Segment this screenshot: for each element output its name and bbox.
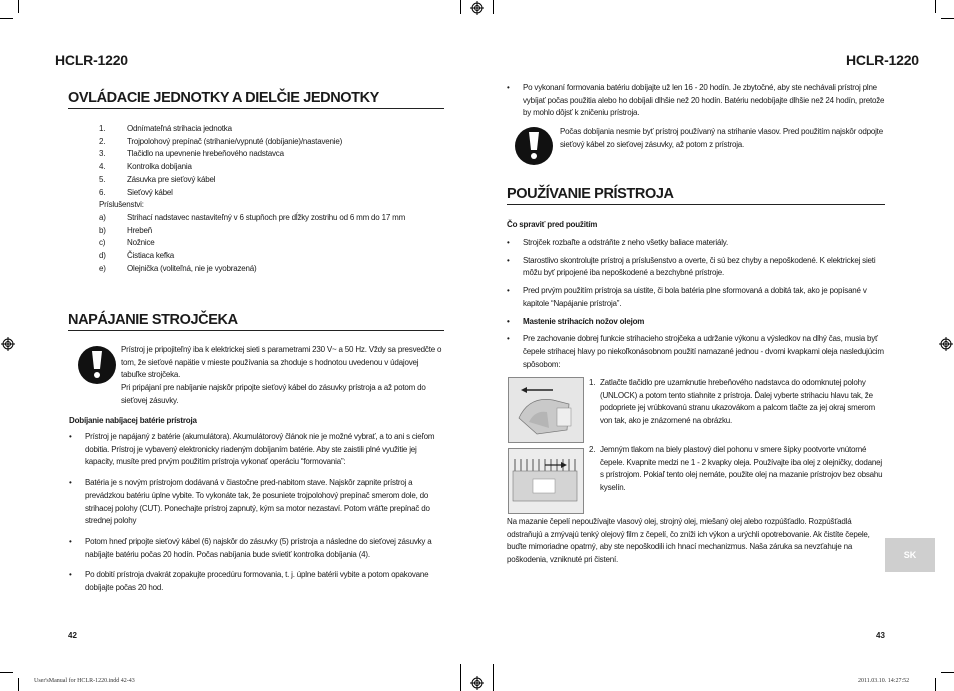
crop-mark — [460, 0, 461, 14]
charging-warning: Počas dobíjania nesmie byť prístroj používaný na strihanie vlasov. Pred použitím najskôr odpojte sieťový kábel zo sieťovej zásuvky, až potom z prístroja. — [560, 127, 883, 149]
list-item: a) Strihací nadstavec nastaviteľný v 6 stupňoch pre dĺžky zostrihu od 6 mm do 17 mm — [99, 212, 406, 222]
list-item: d) Čistiaca kefka — [99, 251, 174, 261]
list-item: • Batéria je s novým prístrojom dodávaná v čiastočne pred-nabitom stave. Najskôr zapnite prístroj a prevádzkou batériu úplne vybite. To vykonáte tak, že posuniete trojpolohový prepínač smerom dole, do strihacej polohy (CUT). Ponechajte prístroj zapnutý, kým sa motor nezastaví. Potom vráťte prepínač do strednej polohy — [69, 478, 430, 526]
list-item: • Po vykonaní formovania batériu dobíjajte už len 16 - 20 hodín. Je zbytočné, aby ste nechávali prístroj plne vybíjať počas použitia alebo ho dobíjali dlhšie než 20 hodín. Batériu nedobíjajte dlhšie než 24 hodín, pretože by mohlo dôjsť k zničeniu prístroja. — [507, 83, 885, 118]
list-item: e) Olejnička (voliteľná, nie je vyobrazená) — [99, 263, 257, 273]
list-item: • Strojček rozbaľte a odstráňte z neho všetky baliace materiály. — [507, 238, 729, 247]
list-item: 5. Zásuvka pre sieťový kábel — [99, 174, 216, 184]
crop-mark — [18, 0, 19, 13]
charging-heading: Dobíjanie nabíjacej batérie prístroja — [69, 416, 197, 425]
list-item: 1. Zatlačte tlačidlo pre uzamknutie hrebeňového nadstavca do odomknutej polohy (UNLOCK) a potom tento stiahnite z prístroja. Ďalej vyberte strihaciu hlavu tak, že podopriete jej vrúbkovanú stranu ukazovákom a palcom tlačte za jej okraj smerom von tak, ako je znázornené na obrázku. — [589, 378, 876, 426]
crop-mark — [941, 672, 954, 673]
crop-mark — [493, 0, 494, 14]
warning-text: Pri pripájaní pre nabíjanie najskôr pripojte sieťový kábel do zásuvky prístroja a až potom do sieťovej zásuvky. — [121, 383, 426, 405]
crop-mark — [0, 18, 13, 19]
section-title-power: NAPÁJANIE STROJČEKA — [68, 312, 444, 331]
list-item: • Mastenie strihacích nožov olejom — [507, 316, 645, 326]
list-item: • Pred prvým použitím prístroja sa uistite, či bola batéria plne sformovaná a dobitá tak, ako je popísané v kapitole “Napájanie prístroja”. — [507, 286, 867, 308]
file-slug: User'sManual for HCLR-1220.indd 42-43 — [34, 678, 135, 684]
oil-blades-image — [508, 448, 584, 514]
crop-mark — [18, 678, 19, 691]
model-label-left: HCLR-1220 — [55, 52, 128, 68]
accessories-label: Príslušenstvi: — [99, 200, 144, 210]
oiling-closing: Na mazanie čepelí nepoužívajte vlasový olej, strojný olej, miešaný olej alebo rozpúšťadlo. Rozpúšťadlá odstraňujú a zmývajú tenký olejový film z čepelí, čo zníži ich výkon a urýchli opotrebovanie. Ak čistíte čepele, buďte mimoriadne opatrný, aby ste nepoškodili ich hnací mechanizmus. Naša záruka sa nevzťahuje na poškodenia, vzniknuté pri čistení. — [507, 517, 870, 565]
charging-bullets — [69, 431, 441, 595]
model-label-right: HCLR-1220 — [846, 52, 919, 68]
section-title-usage: POUŽÍVANIE PRÍSTROJA — [507, 186, 885, 205]
list-item: 2. Jemným tlakom na biely plastový diel pohonu v smere šípky pootvorte vnútorné čepele. Kvapnite medzi ne 1 - 2 kvapky oleja. Používajte iba olej z olejničky, dodanej s prístrojom. Pokiaľ tento olej nemáte, použite olej na mazanie prístrojov bez obsahu kyselín. — [589, 444, 883, 492]
list-item: • Prístroj je napájaný z batérie (akumulátora). Akumulátorový článok nie je možné vybrať, a to ani s cieľom dobitia. Prístroj je vybavený elektronicky riadeným dobíjaním batérie. Aby ste zaistili plné využitie jej kapacity, musíte pred prvým použitím prístroja vykonať operáciu “formovania”: — [69, 432, 435, 467]
crop-mark — [935, 678, 936, 691]
list-item: 4. Kontrolka dobíjania — [99, 162, 192, 172]
registration-mark-icon — [1, 337, 15, 351]
before-use-heading: Čo spraviť pred použitím — [507, 220, 598, 229]
warning-text: Prístroj je pripojiteľný iba k elektrickej sieti s parametrami 230 V~ a 50 Hz. Vždy sa presvedčte o tom, že sieťové napätie v mieste používania sa zhoduje s hodnotou uvedenou v údajovej tabuľke strojčeka. — [121, 345, 442, 380]
warning-icon — [78, 346, 116, 384]
power-warning — [121, 344, 443, 408]
registration-mark-icon — [939, 337, 953, 351]
controls-list — [99, 123, 439, 275]
crop-mark — [941, 18, 954, 19]
registration-mark-icon — [470, 676, 484, 690]
list-item: c) Nožnice — [99, 238, 155, 248]
timestamp-slug: 2011.03.10. 14:27:52 — [858, 678, 910, 684]
list-item: • Pre zachovanie dobrej funkcie strihacieho strojčeka a udržanie výkonu a výsledkov na dlhý čas, musia byť čepele strihacej hlavy po niekoľkonásobnom použití namazané jednou - dvomi kvapkami oleja nasledujúcim spôsobom: — [507, 334, 884, 369]
usage-bullets — [507, 237, 885, 371]
language-tab: SK — [885, 538, 935, 572]
page-number-right: 43 — [876, 631, 885, 640]
warning-icon — [515, 127, 553, 165]
list-item: • Starostlivo skontrolujte prístroj a príslušenstvo a overte, či sú bez chyby a nepoškodené. K elektrickej sieti môžu byť pripojené iba nepoškodené a bezchybné prístroje. — [507, 255, 876, 278]
oiling-steps — [589, 377, 885, 495]
registration-mark-icon — [470, 1, 484, 15]
unlock-comb-image — [508, 377, 584, 443]
list-item: • Po dobití prístroja dvakrát zopakujte procedúru formovania, t. j. úplne batérii vybite a potom opakovane dobíjajte počas 20 hod. — [69, 570, 429, 593]
section-title-controls: OVLÁDACIE JEDNOTKY A DIELČIE JEDNOTKY — [68, 90, 444, 109]
crop-mark — [493, 664, 494, 691]
list-item: 2. Trojpolohový prepínač (strihanie/vypnuté (dobíjanie)/nastavenie) — [99, 136, 343, 146]
list-item: b) Hrebeň — [99, 225, 153, 235]
crop-mark — [460, 664, 461, 691]
crop-mark — [935, 0, 936, 13]
list-item: 3. Tlačidlo na upevnenie hrebeňového nadstavca — [99, 149, 284, 159]
list-item: 6. Sieťový kábel — [99, 187, 173, 197]
crop-mark — [0, 672, 13, 673]
list-item: 1. Odnímateľná strihacia jednotka — [99, 124, 232, 133]
page-number-left: 42 — [68, 631, 77, 640]
charging-note — [507, 82, 885, 120]
list-item: • Potom hneď pripojte sieťový kábel (6) najskôr do zásuvky (5) prístroja a následne do sieťovej zásuvky a nabíjajte batériu počas 20 hodín. Počas nabíjania bude svietiť kontrolka dobíjania (4). — [69, 536, 432, 559]
